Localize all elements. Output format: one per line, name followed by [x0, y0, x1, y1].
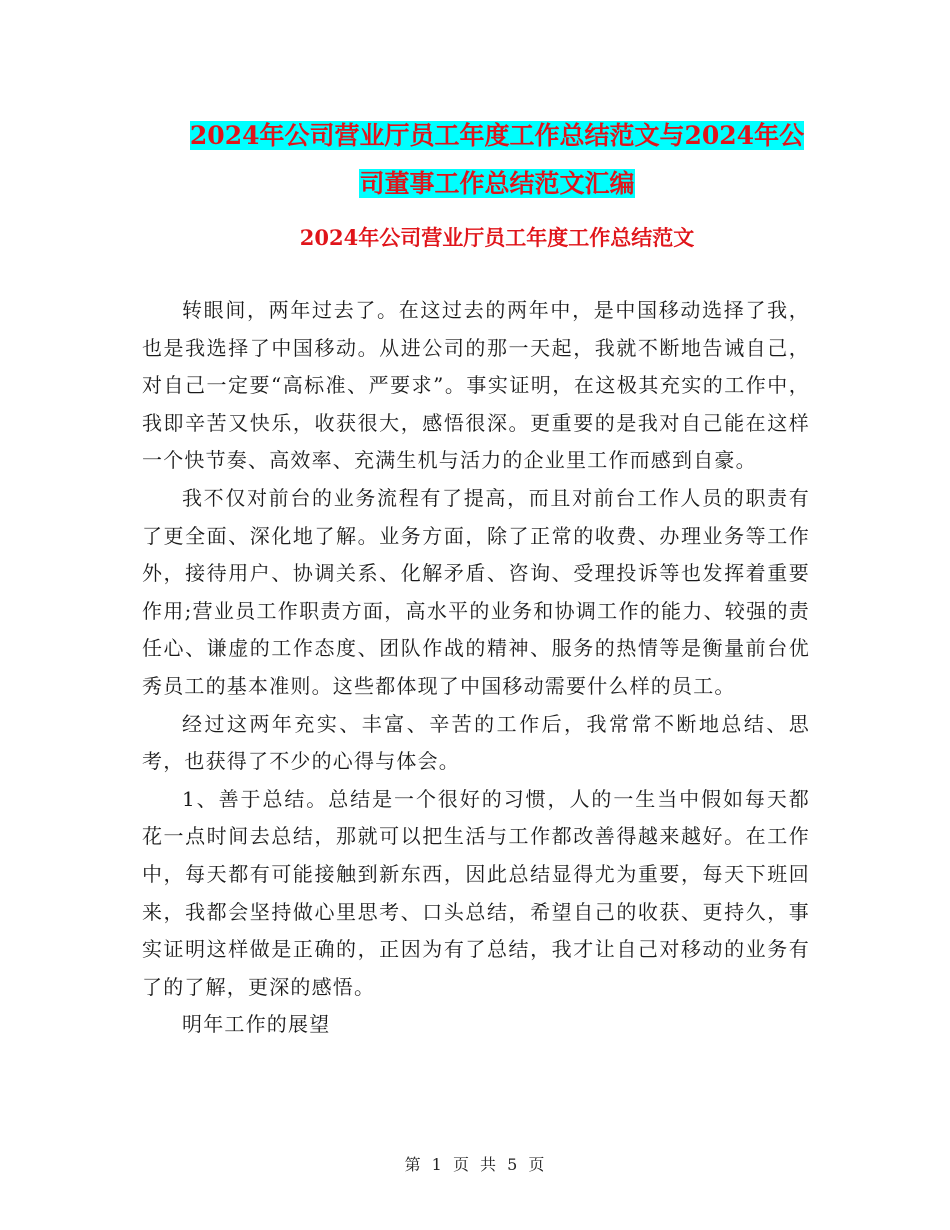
- document-title-line-1: 2024年公司营业厅员工年度工作总结范文与2024年公: [189, 121, 805, 150]
- document-body: [142, 292, 810, 1044]
- paragraph-1: 转眼间，两年过去了。在这过去的两年中，是中国移动选择了我，也是我选择了中国移动。从进公司的那一天起，我就不断地告诫自己，对自己一定要“高标准、严要求”。事实证明，在这极其充实的工作中，我即辛苦又快乐，收获很大，感悟很深。更重要的是我对自己能在这样一个快节奏、高效率、充满生机与活力的企业里工作而感到自豪。: [142, 298, 810, 473]
- paragraph-2: 我不仅对前台的业务流程有了提高，而且对前台工作人员的职责有了更全面、深化地了解。业务方面，除了正常的收费、办理业务等工作外，接待用户、协调关系、化解矛盾、咨询、受理投诉等也发挥着重要作用;营业员工作职责方面，高水平的业务和协调工作的能力、较强的责任心、谦虚的工作态度、团队作战的精神、服务的热情等是衡量前台优秀员工的基本准则。这些都体现了中国移动需要什么样的员工。: [142, 485, 810, 698]
- page-footer: 第 1 页 共 5 页: [404, 1155, 546, 1174]
- paragraph-5: 明年工作的展望: [182, 1012, 331, 1037]
- document-title: [140, 112, 854, 208]
- section-title: 2024年公司营业厅员工年度工作总结范文: [299, 225, 695, 250]
- paragraph-4: 1、善于总结。总结是一个很好的习惯，人的一生当中假如每天都花一点时间去总结，那就可以把生活与工作都改善得越来越好。在工作中，每天都有可能接触到新东西，因此总结显得尤为重要，每天下班回来，我都会坚持做心里思考、口头总结，希望自己的收获、更持久，事实证明这样做是正确的，正因为有了总结，我才让自己对移动的业务有了的了解，更深的感悟。: [142, 786, 810, 999]
- document-title-line-2: 司董事工作总结范文汇编: [359, 169, 635, 198]
- paragraph-3: 经过这两年充实、丰富、辛苦的工作后，我常常不断地总结、思考，也获得了不少的心得与体会。: [142, 711, 810, 774]
